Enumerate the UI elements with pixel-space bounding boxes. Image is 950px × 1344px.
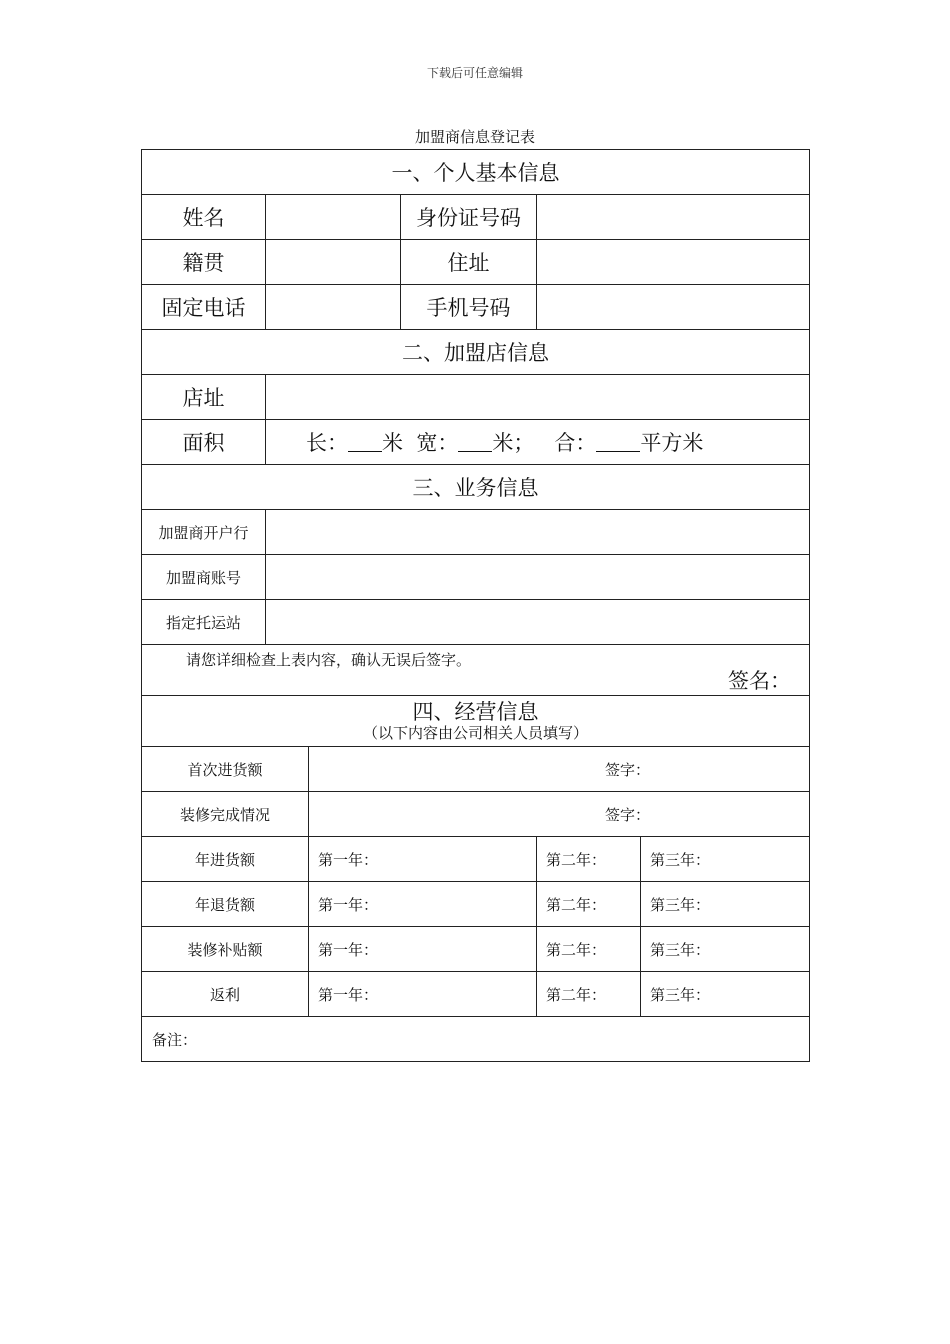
registration-form <box>141 149 810 1062</box>
table-row <box>142 972 810 1017</box>
total-blank[interactable] <box>596 433 640 452</box>
bank-field[interactable] <box>266 510 810 555</box>
table-row <box>142 882 810 927</box>
header-note: 下载后可任意编辑 <box>426 66 523 80</box>
account-field[interactable] <box>266 555 810 600</box>
mobile-field[interactable] <box>537 285 810 330</box>
store-address-field[interactable] <box>266 375 810 420</box>
annual-return-label: 年退货额 <box>142 882 309 927</box>
year1-cell[interactable] <box>309 927 537 972</box>
confirmation-cell <box>142 645 810 696</box>
year1-label: 第一年： <box>318 895 379 914</box>
year3-label: 第三年： <box>650 895 711 914</box>
name-label: 姓名 <box>142 195 266 240</box>
width-label: 宽： <box>416 431 459 455</box>
section-operation-subtitle: （以下内容由公司相关人员填写） <box>362 724 588 742</box>
rebate-label: 返利 <box>142 972 309 1017</box>
shipping-station-label: 指定托运站 <box>142 600 266 645</box>
account-label: 加盟商账号 <box>142 555 266 600</box>
length-blank[interactable] <box>348 433 382 452</box>
form-title: 加盟商信息登记表 <box>414 128 535 146</box>
remarks-label: 备注： <box>152 1030 198 1049</box>
year3-label: 第三年： <box>650 985 711 1004</box>
renovation-field[interactable] <box>309 792 810 837</box>
native-place-field[interactable] <box>266 240 401 285</box>
renovation-label: 装修完成情况 <box>142 792 309 837</box>
year2-cell[interactable] <box>537 837 641 882</box>
area-field[interactable] <box>266 420 810 465</box>
area-label: 面积 <box>142 420 266 465</box>
native-place-label: 籍贯 <box>142 240 266 285</box>
year1-label: 第一年： <box>318 850 379 869</box>
section-operation-header <box>142 696 810 747</box>
section-store-title: 二、加盟店信息 <box>142 330 810 375</box>
length-label: 长： <box>306 431 348 455</box>
year3-cell[interactable] <box>641 837 810 882</box>
shipping-station-field[interactable] <box>266 600 810 645</box>
section-personal-title: 一、个人基本信息 <box>142 150 810 195</box>
year3-label: 第三年： <box>650 940 711 959</box>
table-row <box>142 927 810 972</box>
confirmation-text: 请您详细检查上表内容，确认无误后签字。 <box>186 651 472 669</box>
year2-label: 第二年： <box>546 850 607 869</box>
year1-label: 第一年： <box>318 940 379 959</box>
year3-label: 第三年： <box>650 850 711 869</box>
meter-unit-1: 米 <box>382 431 403 455</box>
signature-label[interactable]: 签名： <box>728 669 791 693</box>
first-purchase-label: 首次进货额 <box>142 747 309 792</box>
width-blank[interactable] <box>458 433 492 452</box>
sign-label: 签字： <box>605 760 651 779</box>
year2-cell[interactable] <box>537 927 641 972</box>
address-label: 住址 <box>401 240 537 285</box>
first-purchase-field[interactable] <box>309 747 810 792</box>
year2-cell[interactable] <box>537 882 641 927</box>
year1-cell[interactable] <box>309 837 537 882</box>
year2-label: 第二年： <box>546 895 607 914</box>
renovation-subsidy-label: 装修补贴额 <box>142 927 309 972</box>
square-meter-unit: 平方米 <box>640 431 704 455</box>
bank-label: 加盟商开户行 <box>142 510 266 555</box>
remarks-field[interactable] <box>142 1017 810 1062</box>
id-number-label: 身份证号码 <box>401 195 537 240</box>
year2-label: 第二年： <box>546 940 607 959</box>
section-business-title: 三、业务信息 <box>142 465 810 510</box>
year2-cell[interactable] <box>537 972 641 1017</box>
annual-purchase-label: 年进货额 <box>142 837 309 882</box>
store-address-label: 店址 <box>142 375 266 420</box>
year1-label: 第一年： <box>318 985 379 1004</box>
id-number-field[interactable] <box>537 195 810 240</box>
landline-label: 固定电话 <box>142 285 266 330</box>
sign-label: 签字： <box>605 805 651 824</box>
year2-label: 第二年： <box>546 985 607 1004</box>
landline-field[interactable] <box>266 285 401 330</box>
year3-cell[interactable] <box>641 972 810 1017</box>
total-label: 合： <box>554 431 597 455</box>
address-field[interactable] <box>537 240 810 285</box>
name-field[interactable] <box>266 195 401 240</box>
table-row <box>142 837 810 882</box>
meter-unit-2: 米； <box>492 431 535 455</box>
year3-cell[interactable] <box>641 927 810 972</box>
year3-cell[interactable] <box>641 882 810 927</box>
year1-cell[interactable] <box>309 882 537 927</box>
section-operation-title: 四、经营信息 <box>412 700 539 724</box>
mobile-label: 手机号码 <box>401 285 537 330</box>
year1-cell[interactable] <box>309 972 537 1017</box>
